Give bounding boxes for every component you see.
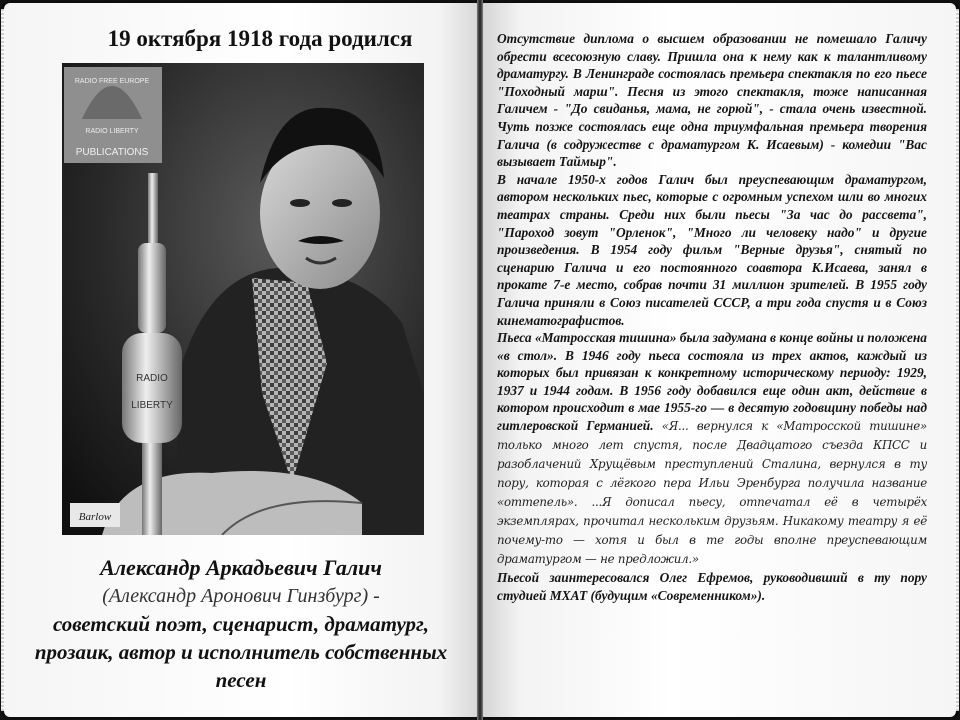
paragraph-4: Пьесой заинтересовался Олег Ефремов, руководивший в ту пору студией МХАТ (будущим «Современником»).	[497, 570, 927, 603]
mic-badge-bottom: LIBERTY	[131, 400, 173, 411]
sign-text-top: RADIO FREE EUROPE	[74, 78, 150, 85]
birth-name: (Александр Аронович Гинзбург) -	[102, 585, 380, 607]
galich-quote: «Я... вернулся к «Матросской тишине» только много лет спустя, после Двадцатого съезда КПСС и разоблачений Хрущёвым преступлений Сталина, вернулся в ту пору, которая с лёгкого пера Ильи Эренбурга получила название «оттепель». ...Я дописал пьесу, отпечатал её в четырёх экземплярах, прочитал нескольким друзьям. Никакому театру я её почему-то — хотя и был в те годы вполне преуспевающим драматургом — не предложил.»	[497, 419, 927, 567]
sign-text-bottom: RADIO LIBERTY	[85, 128, 139, 135]
mic-badge-top: RADIO	[136, 373, 168, 384]
person-description: советский поэт, сценарист, драматург, прозаик, автор и исполнитель собственных песен	[34, 612, 448, 692]
paragraph-3-text: Пьеса «Матросская тишина» была задумана в конце войны и положена «в стол». В 1946 году пьеса состояла из трех актов, каждый из которых был привязан к конкретному историческому периоду: 1929, 1937 и 1944 годам. В 1956 году добавился еще один акт, действие в котором происходит в мае 1955-го — в десятую годовщину победы над гитлеровской Германией.	[497, 330, 927, 434]
portrait-photo	[62, 63, 424, 535]
microphone	[122, 333, 182, 443]
paragraph-3	[497, 329, 927, 569]
book-spine	[477, 0, 483, 720]
birth-date-heading: 19 октября 1918 года родился	[107, 26, 413, 51]
person-name: Александр Аркадьевич Галич	[100, 555, 382, 580]
sign-caption: PUBLICATIONS	[75, 147, 149, 158]
paragraph-2: В начале 1950-х годов Галич был преуспевающим драматургом, автором нескольких пьес, которые с огромным успехом шли во многих театрах страны. Среди них были пьесы "За час до рассвета", "Пароход зовут "Орленок", "Много ли человеку надо" и другие произведения. В 1954 году фильм "Верные друзья", снятый по сценарию Галича и его постоянного соавтора К.Исаева, занял в прокате 7-е место, собрав почти 31 миллион зрителей. В 1955 году Галича приняли в Союз писателей СССР, а три года спустя и в Союз кинематографистов.	[497, 171, 927, 328]
photo-corner-mark: Barlow	[78, 511, 112, 523]
biography-text	[497, 30, 927, 604]
paragraph-1: Отсутствие диплома о высшем образовании не помешало Галичу обрести всесоюзную славу. Пришла она к нему как к талантливому драматургу. В Ленинграде состоялась премьера спектакля по его пьесе "Походный марш". Песня из этого спектакля, тоже написанная Галичем - "До свиданья, мама, не горюй", - стала очень известной. Чуть позже состоялась еще одна триумфальная премьера творения Галича (в содружестве с драматургом К. Исаевым) - комедии "Вас вызывает Таймыр".	[497, 31, 927, 170]
portrait-caption	[18, 554, 464, 694]
